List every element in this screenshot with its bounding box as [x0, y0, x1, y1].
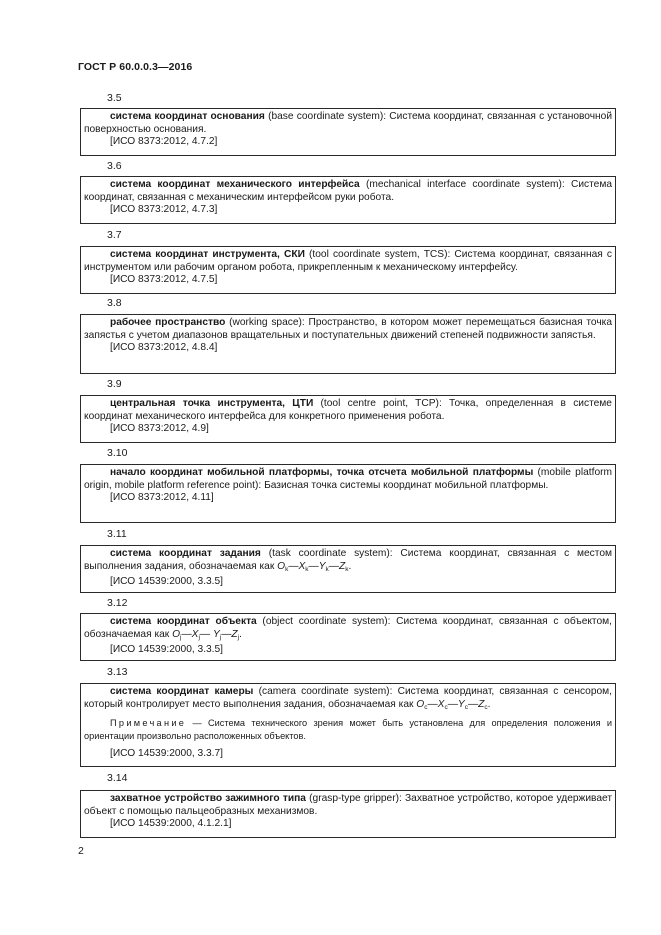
definition-text: Система координат, связанная с сенсором, который контролирует место выполнения задания, обозначаемая как — [84, 686, 613, 710]
term-number: 3.14 — [107, 772, 128, 784]
term-number: 3.7 — [107, 229, 122, 241]
coordinate-formula: $O_c—X_c—Y_c—Z_c$. — [416, 698, 491, 711]
term-name: рабочее пространство — [110, 317, 226, 328]
note — [84, 717, 612, 743]
term-number: 3.5 — [107, 92, 122, 104]
term-name: система координат объекта — [110, 616, 257, 627]
note-label: Примечание — [110, 718, 187, 729]
definition-text: Пространство, в котором может перемещаться базисная точка запястья с учетом диапазонов вращательных и поступательных движений степеней подвижности запястья. — [84, 317, 612, 341]
source-reference: [ИСО 14539:2000, 3.3.5] — [110, 576, 224, 588]
term-box — [80, 464, 616, 523]
source-reference: [ИСО 8373:2012, 4.11] — [110, 492, 214, 504]
source-reference: [ИСО 8373:2012, 4.7.5] — [110, 274, 218, 286]
term-box — [80, 395, 616, 443]
term-name: система координат камеры — [110, 686, 254, 697]
source-reference: [ИСО 8373:2012, 4.7.2] — [110, 136, 218, 148]
source-reference: [ИСО 14539:2000, 3.3.7] — [110, 748, 224, 760]
term-english: (base coordinate system): — [264, 111, 390, 122]
definition-text: Точка, определенная в системе координат механического интерфейса для конкретного применения робота. — [84, 398, 612, 422]
term-name: система координат задания — [110, 548, 261, 559]
definition-text: Система координат, связанная с механическим интерфейсом руки робота. — [84, 179, 612, 203]
term-box — [80, 176, 616, 224]
term-definition — [84, 179, 612, 204]
term-definition — [84, 467, 612, 492]
term-english: (object coordinate system): — [256, 616, 397, 627]
source-reference: [ИСО 8373:2012, 4.7.3] — [110, 204, 218, 216]
term-name: система координат механического интерфейса — [110, 179, 360, 190]
page-number: 2 — [78, 845, 84, 857]
term-english: (working space): — [225, 317, 309, 328]
term-name: начало координат мобильной платформы, точка отсчета мобильной платформы — [110, 467, 534, 478]
note-text: — Система технического зрения может быть установлена для определения положения и ориентации произвольно расположенных объектов. — [84, 718, 612, 742]
source-reference: [ИСО 14539:2000, 4.1.2.1] — [110, 818, 232, 830]
term-box — [80, 613, 616, 661]
term-box — [80, 790, 616, 838]
coordinate-formula: $O_k—X_k—Y_k—Z_k$. — [277, 560, 352, 573]
term-number: 3.12 — [107, 597, 128, 609]
term-english: (camera coordinate system): — [253, 686, 398, 697]
source-reference: [ИСО 8373:2012, 4.9] — [110, 423, 209, 435]
term-english: (tool coordinate system, TCS): — [304, 249, 455, 260]
term-box — [80, 108, 616, 156]
definition-text: Система координат, связанная с объектом, обозначаемая как — [84, 616, 612, 640]
term-number: 3.9 — [107, 378, 122, 390]
term-definition — [84, 686, 612, 714]
term-definition — [84, 249, 612, 274]
term-definition — [84, 111, 612, 136]
coordinate-formula: $O_j—X_j—$ $Y_j—Z_j$. — [172, 628, 242, 641]
term-definition — [84, 548, 612, 576]
definition-text: Система координат, связанная с установочной поверхностью основания. — [84, 111, 613, 135]
term-number: 3.6 — [107, 160, 122, 172]
source-reference: [ИСО 8373:2012, 4.8.4] — [110, 342, 218, 354]
term-english: (tool centre point, TCP): — [313, 398, 450, 409]
term-name: система координат основания — [110, 111, 265, 122]
term-english: (task coordinate system): — [260, 548, 401, 559]
term-name: центральная точка инструмента, ЦТИ — [110, 398, 314, 409]
term-definition — [84, 317, 612, 342]
term-box — [80, 545, 616, 593]
term-number: 3.10 — [107, 447, 128, 459]
source-reference: [ИСО 14539:2000, 3.3.5] — [110, 644, 224, 656]
term-name: система координат инструмента, СКИ — [110, 249, 305, 260]
definition-text: Система координат, связанная с инструментом или рабочим органом робота, прикрепленным к механическому интерфейсу. — [84, 249, 612, 273]
term-name: захватное устройство зажимного типа — [110, 793, 306, 804]
term-definition — [84, 793, 612, 818]
term-english: (mobile platform origin, mobile platform reference point): — [84, 467, 612, 491]
term-box — [80, 683, 616, 767]
definition-text: Базисная точка системы координат мобильной платформы. — [264, 479, 549, 491]
term-english: (mechanical interface coordinate system): — [359, 179, 571, 190]
document-header: ГОСТ Р 60.0.0.3—2016 — [78, 61, 193, 73]
term-box — [80, 314, 616, 374]
term-number: 3.13 — [107, 666, 128, 678]
term-definition — [84, 398, 612, 423]
definition-text: Захватное устройство, которое удерживает объект с помощью пальцеобразных механизмов. — [84, 793, 612, 817]
term-definition — [84, 616, 612, 644]
term-number: 3.11 — [107, 528, 127, 540]
definition-text: Система координат, связанная с местом выполнения задания, обозначаемая как — [84, 548, 612, 572]
term-english: (grasp-type gripper): — [305, 793, 406, 804]
term-box — [80, 246, 616, 294]
term-number: 3.8 — [107, 297, 122, 309]
